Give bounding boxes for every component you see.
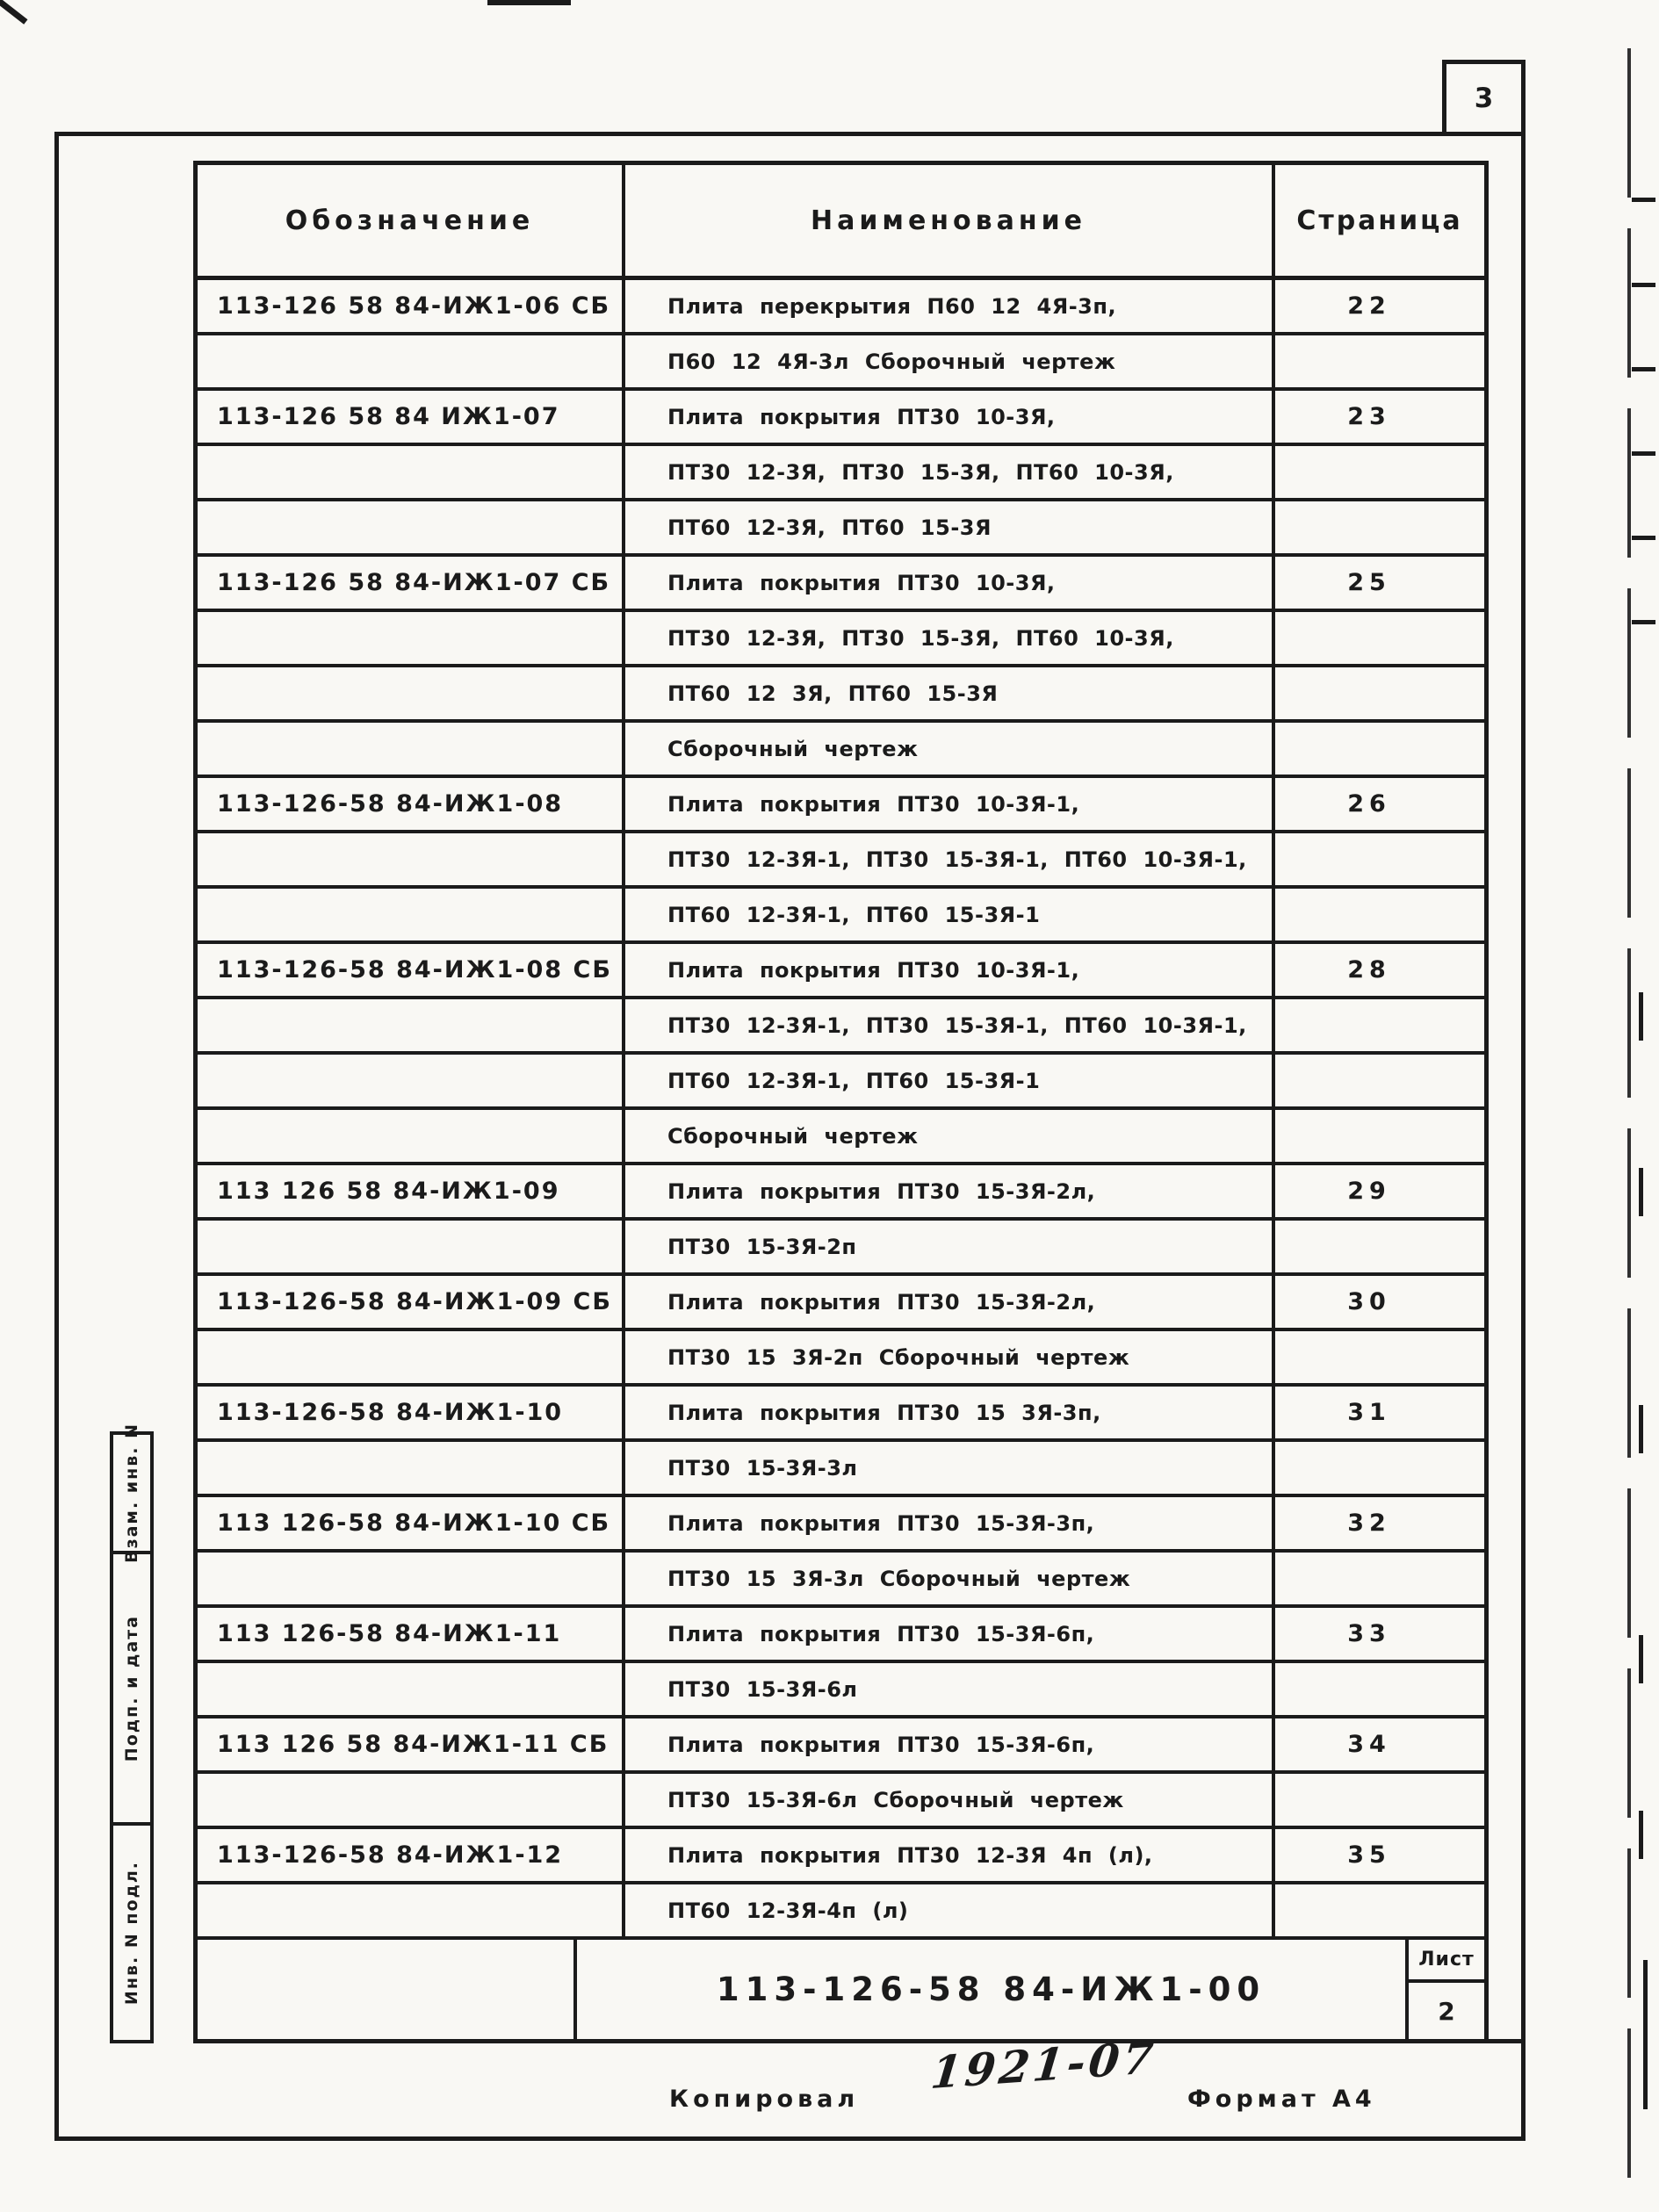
table-row <box>198 1055 1484 1110</box>
copied-label: Копировал <box>669 2086 860 2113</box>
row-name: Плита покрытия ПТ30 12-3Я 4п (л), <box>625 1829 1275 1881</box>
table-row <box>198 1663 1484 1718</box>
table-row <box>198 1221 1484 1276</box>
binding-mark <box>1639 1635 1643 1683</box>
row-designation <box>198 501 625 553</box>
table-row <box>198 446 1484 501</box>
row-name: Плита покрытия ПТ30 10-3Я, <box>625 557 1275 609</box>
row-designation: 113-126-58 84-ИЖ1-09 СБ <box>198 1276 625 1328</box>
header-name: Наименование <box>625 165 1275 276</box>
row-page: 33 <box>1347 1620 1391 1647</box>
row-designation: 113 126-58 84-ИЖ1-11 <box>198 1608 625 1660</box>
row-name: ПТ30 12-3Я, ПТ30 15-3Я, ПТ60 10-3Я, <box>625 612 1275 664</box>
row-name: ПТ60 12-3Я-4п (л) <box>625 1884 1275 1936</box>
row-designation <box>198 1110 625 1162</box>
row-page <box>1275 1110 1484 1162</box>
row-page <box>1275 833 1484 885</box>
row-designation <box>198 1553 625 1604</box>
row-page <box>1275 1055 1484 1106</box>
table-row <box>198 944 1484 999</box>
sheet-label: Лист <box>1409 1940 1484 1983</box>
table-row <box>198 501 1484 557</box>
row-designation: 113 126-58 84-ИЖ1-10 СБ <box>198 1497 625 1549</box>
table-row <box>198 1774 1484 1829</box>
row-designation <box>198 1055 625 1106</box>
table-row <box>198 1497 1484 1553</box>
table-row <box>198 1331 1484 1387</box>
row-name: Плита покрытия ПТ30 15-3Я-6п, <box>625 1608 1275 1660</box>
row-designation: 113-126 58 84-ИЖ1-06 СБ <box>198 280 625 332</box>
row-name: ПТ60 12 3Я, ПТ60 15-3Я <box>625 667 1275 719</box>
row-name: ПТ30 15-3Я-6л Сборочный чертеж <box>625 1774 1275 1826</box>
stamp-inv-podl <box>113 1826 150 2040</box>
row-name: ПТ60 12-3Я-1, ПТ60 15-3Я-1 <box>625 1055 1275 1106</box>
table-row <box>198 1608 1484 1663</box>
row-name: Плита покрытия ПТ30 10-3Я, <box>625 391 1275 443</box>
title-block-tail-line <box>1484 2039 1526 2043</box>
binding-mark <box>1632 367 1655 371</box>
row-page <box>1275 889 1484 940</box>
row-designation <box>198 833 625 885</box>
row-page <box>1275 1663 1484 1715</box>
table-row <box>198 1442 1484 1497</box>
row-page: 34 <box>1347 1731 1391 1758</box>
row-name: ПТ30 15-3Я-2п <box>625 1221 1275 1272</box>
stamp-label: Инв. N подл. <box>122 1860 141 2006</box>
page-number-box <box>1442 60 1526 136</box>
binding-mark <box>1632 620 1655 624</box>
row-page: 30 <box>1347 1288 1391 1315</box>
row-name: ПТ30 15-3Я-3л <box>625 1442 1275 1494</box>
row-designation <box>198 1663 625 1715</box>
row-name: Плита покрытия ПТ30 10-3Я-1, <box>625 778 1275 830</box>
binding-mark <box>1643 1960 1648 2109</box>
row-name: ПТ60 12-3Я, ПТ60 15-3Я <box>625 501 1275 553</box>
table-row <box>198 1884 1484 1940</box>
row-name: Сборочный чертеж <box>625 723 1275 775</box>
row-name: ПТ30 15-3Я-6л <box>625 1663 1275 1715</box>
binding-mark <box>1632 451 1655 456</box>
scan-top-artifact <box>487 0 571 5</box>
table-row <box>198 280 1484 335</box>
row-designation: 113 126 58 84-ИЖ1-11 СБ <box>198 1718 625 1770</box>
title-block-empty-cell <box>198 1940 577 2039</box>
row-designation <box>198 999 625 1051</box>
title-block <box>198 1940 1484 2039</box>
row-page: 35 <box>1347 1841 1391 1869</box>
row-designation: 113-126 58 84-ИЖ1-07 СБ <box>198 557 625 609</box>
row-designation: 113-126-58 84-ИЖ1-08 <box>198 778 625 830</box>
row-name: ПТ30 12-3Я-1, ПТ30 15-3Я-1, ПТ60 10-3Я-1, <box>625 999 1275 1051</box>
table-row <box>198 1553 1484 1608</box>
row-designation <box>198 446 625 498</box>
stamp-label: Взам. инв. N <box>122 1423 141 1563</box>
row-name: Плита покрытия ПТ30 15-3Я-2л, <box>625 1165 1275 1217</box>
row-name: Плита покрытия ПТ30 15-3Я-6п, <box>625 1718 1275 1770</box>
stamp-podp-data <box>113 1554 150 1826</box>
row-designation <box>198 612 625 664</box>
table-row <box>198 1276 1484 1331</box>
row-designation: 113-126-58 84-ИЖ1-08 СБ <box>198 944 625 996</box>
table-row <box>198 667 1484 723</box>
row-page <box>1275 1553 1484 1604</box>
binding-edge-line <box>1627 48 1631 2182</box>
row-page <box>1275 999 1484 1051</box>
table-row <box>198 1165 1484 1221</box>
row-designation <box>198 667 625 719</box>
handwritten-order-number: 1921-07 <box>928 2030 1160 2100</box>
table-row <box>198 612 1484 667</box>
stamp-vzam-inv <box>113 1423 150 1563</box>
row-page <box>1275 667 1484 719</box>
binding-mark <box>1632 198 1655 202</box>
table-row <box>198 723 1484 778</box>
sheet-box <box>1409 1940 1484 2039</box>
header-page: Страница <box>1296 205 1463 236</box>
row-page: 26 <box>1347 790 1391 818</box>
row-name: Плита покрытия ПТ30 15-3Я-3п, <box>625 1497 1275 1549</box>
table-row <box>198 833 1484 889</box>
table-rows <box>198 280 1484 1940</box>
scan-corner-artifact <box>0 0 27 25</box>
table-row <box>198 999 1484 1055</box>
row-name: ПТ30 15 3Я-3л Сборочный чертеж <box>625 1553 1275 1604</box>
row-designation: 113-126-58 84-ИЖ1-12 <box>198 1829 625 1881</box>
table-row <box>198 1387 1484 1442</box>
format-label: Формат А4 <box>1187 2086 1376 2113</box>
table-row <box>198 391 1484 446</box>
row-name: Плита покрытия ПТ30 15 3Я-3п, <box>625 1387 1275 1438</box>
row-page: 23 <box>1347 403 1391 430</box>
row-designation <box>198 1331 625 1383</box>
row-page <box>1275 446 1484 498</box>
row-designation <box>198 1774 625 1826</box>
stamp-label: Подп. и дата <box>122 1614 141 1762</box>
table-header-row <box>198 165 1484 280</box>
row-page <box>1275 1884 1484 1936</box>
table-row <box>198 778 1484 833</box>
sheet-number: 2 <box>1438 1996 1455 2026</box>
table-row <box>198 889 1484 944</box>
row-designation: 113-126 58 84 ИЖ1-07 <box>198 391 625 443</box>
table-row <box>198 335 1484 391</box>
table-row <box>198 1718 1484 1774</box>
row-page <box>1275 723 1484 775</box>
row-name: ПТ30 15 3Я-2п Сборочный чертеж <box>625 1331 1275 1383</box>
row-name: Сборочный чертеж <box>625 1110 1275 1162</box>
row-designation: 113-126-58 84-ИЖ1-10 <box>198 1387 625 1438</box>
row-designation: 113 126 58 84-ИЖ1-09 <box>198 1165 625 1217</box>
row-page: 28 <box>1347 956 1391 984</box>
table-row <box>198 1829 1484 1884</box>
row-page <box>1275 501 1484 553</box>
row-designation <box>198 1442 625 1494</box>
row-page: 25 <box>1347 569 1391 596</box>
row-name: Плита покрытия ПТ30 10-3Я-1, <box>625 944 1275 996</box>
row-name: ПТ30 12-3Я, ПТ30 15-3Я, ПТ60 10-3Я, <box>625 446 1275 498</box>
row-page <box>1275 1442 1484 1494</box>
row-page <box>1275 1774 1484 1826</box>
document-code: 113-126-58 84-ИЖ1-00 <box>577 1940 1409 2039</box>
row-page <box>1275 335 1484 387</box>
row-name: П60 12 4Я-3л Сборочный чертеж <box>625 335 1275 387</box>
row-designation <box>198 1884 625 1936</box>
binding-mark <box>1632 283 1655 287</box>
row-page <box>1275 612 1484 664</box>
row-page: 32 <box>1347 1509 1391 1537</box>
row-name: ПТ30 12-3Я-1, ПТ30 15-3Я-1, ПТ60 10-3Я-1, <box>625 833 1275 885</box>
row-name: Плита перекрытия П60 12 4Я-3п, <box>625 280 1275 332</box>
row-page <box>1275 1331 1484 1383</box>
row-page: 31 <box>1347 1399 1391 1426</box>
binding-mark <box>1639 992 1643 1041</box>
binding-mark <box>1632 536 1655 540</box>
binding-mark <box>1639 1168 1643 1216</box>
row-page: 22 <box>1347 292 1391 320</box>
row-designation <box>198 723 625 775</box>
binding-mark <box>1639 1811 1643 1859</box>
table-row <box>198 557 1484 612</box>
page-number: 3 <box>1474 82 1494 114</box>
row-page: 29 <box>1347 1178 1391 1205</box>
table-row <box>198 1110 1484 1165</box>
row-name: Плита покрытия ПТ30 15-3Я-2л, <box>625 1276 1275 1328</box>
row-designation <box>198 1221 625 1272</box>
binding-mark <box>1639 1405 1643 1453</box>
contents-table <box>193 161 1489 2043</box>
row-designation <box>198 889 625 940</box>
row-designation <box>198 335 625 387</box>
header-designation: Обозначение <box>198 165 625 276</box>
row-page <box>1275 1221 1484 1272</box>
row-name: ПТ60 12-3Я-1, ПТ60 15-3Я-1 <box>625 889 1275 940</box>
margin-stamp-column <box>110 1423 154 2043</box>
